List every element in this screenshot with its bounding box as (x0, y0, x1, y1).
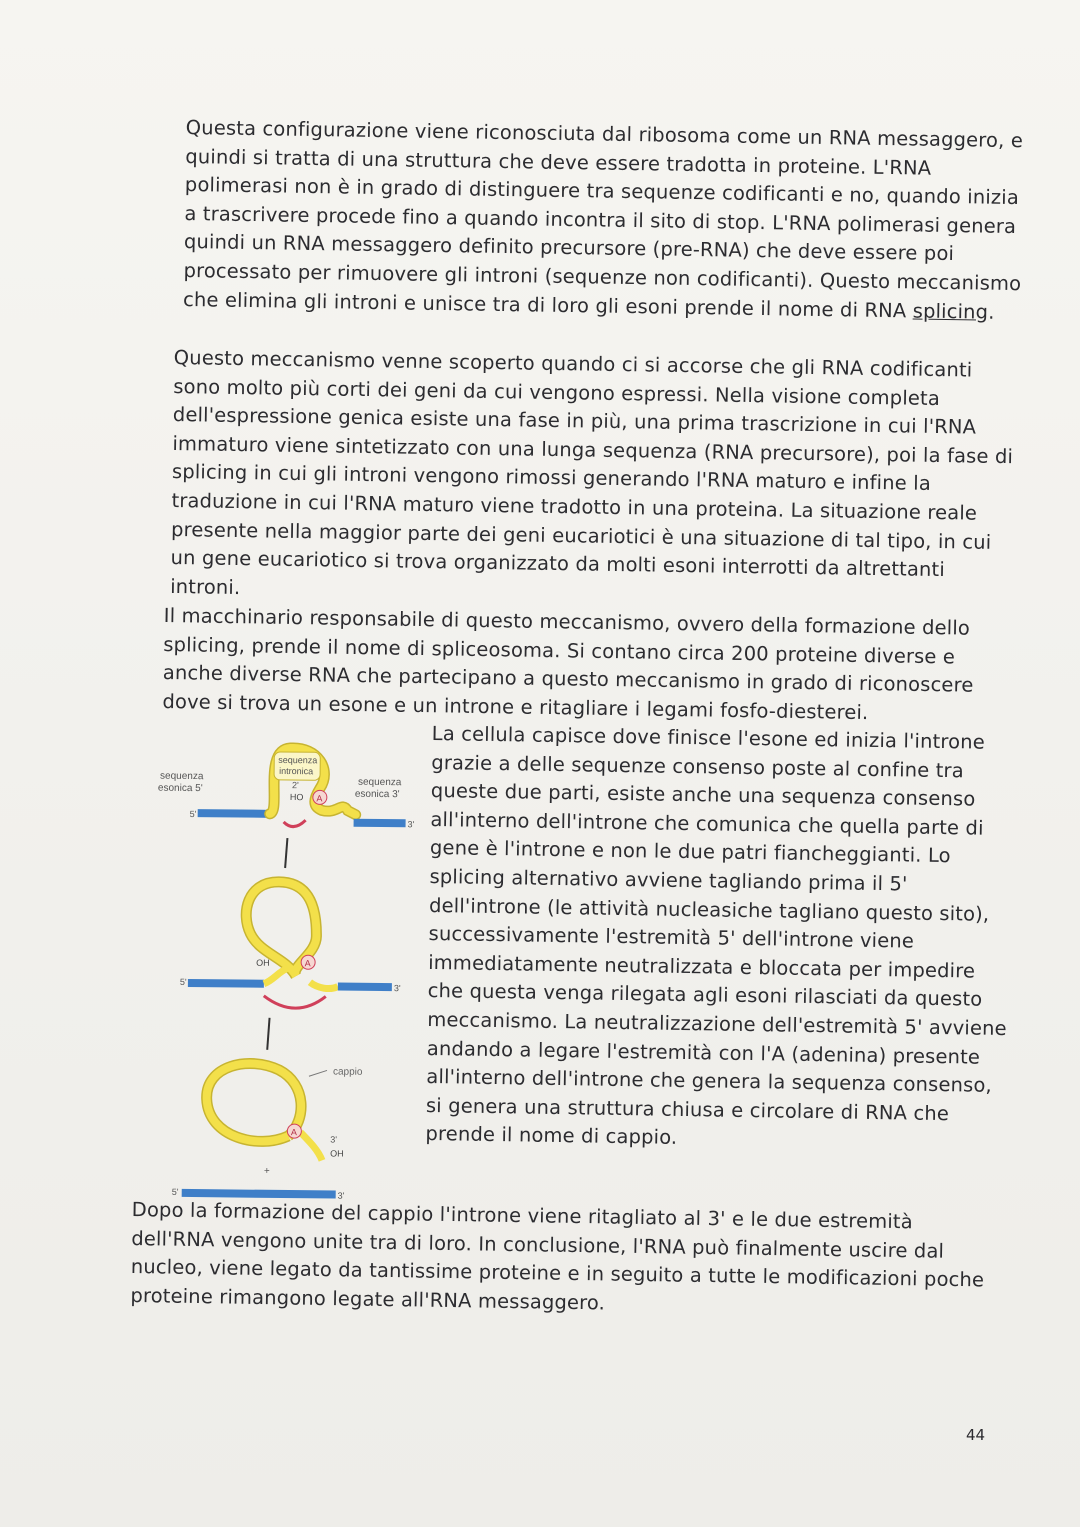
label-oh-stage3: OH (330, 1148, 344, 1159)
label-5prime-stage3: 5' (171, 1186, 179, 1197)
stage-2-lariat-forming (180, 881, 402, 1009)
label-exon3-line1: sequenza (357, 776, 402, 789)
arrow-stage2-3 (267, 1018, 269, 1050)
paragraph-conclusion: Dopo la formazione del cappio l'introne viene ritagliato al 3' e le due estremità dell'RNA vengono unite tra di loro. In conclusione, l'RNA può finalmente uscire dal nucleo, viene legato da tantissime proteine e in seguito a tutte le modificazioni poche proteine rimangono legate all'RNA messaggero. (130, 1197, 985, 1315)
exon-3-bar-stage2 (338, 983, 392, 992)
label-intron-line2: intronica (279, 765, 314, 777)
stage-1-pre-rna (158, 747, 416, 830)
mature-rna-bar (182, 1189, 336, 1199)
intron-tail-3-stage2 (310, 982, 338, 988)
arrow-stage1-2 (285, 838, 287, 868)
label-plus: + (263, 1165, 270, 1177)
page-number: 44 (966, 1426, 986, 1444)
adenine-a-stage2: A (304, 958, 311, 969)
paragraph-rna-precursor (183, 114, 1031, 327)
label-exon5-line2: esonica 5' (157, 782, 203, 795)
lariat-tail-stage3 (300, 1132, 322, 1160)
intron-tail-stage2 (264, 968, 288, 984)
stage-3-lariat-released (172, 1063, 363, 1201)
paragraph-rna-precursor-end: . (988, 300, 995, 324)
label-exon3-line2: esonica 3' (354, 788, 400, 801)
paragraph-splicing-discovery: Questo meccanismo venne scoperto quando ci si accorse che gli RNA codificanti sono molto più corti dei geni da cui vengono espressi. Nella visione completa dell'espressione genica esiste una fase in più, una prima trascrizione in cui l'RNA immaturo viene sintetizzato con una lunga sequenza (RNA precursore), poi la fase di splicing in cui gli introni vengono rimossi generando l'RNA maturo e infine la traduzione in cui l'RNA maturo viene tradotto in una proteina. La situazione reale presente nella maggior parte dei geni eucariotici è una situazione di tal tipo, in cui un gene eucariotico si trova organizzato da molti esoni interrotti da altrettanti introni. (170, 345, 1014, 599)
exon-3-bar (354, 819, 406, 828)
exon-5-bar-stage2 (188, 979, 264, 988)
paragraph-consensus-sequences: La cellula capisce dove finisce l'esone ed inizia l'introne grazie a delle sequenze consenso poste al confine tra queste due parti, esiste anche una sequenza consenso all'interno dell'introne che comunica che quella parte di gene è l'introne e non le due patri fiancheggianti. Lo splicing alternativo avviene tagliando prima il 5' dell'introne (le attività nucleasiche tagliano questo sito), successivamente l'estremità 5' dell'introne viene immediatamente neutralizzata e bloccata per impedire che questa venga rilegata agli esoni rilasciati da questo meccanismo. La neutralizzazione dell'estremità 5' avviene andando a legare l'estremità con l'A (adenina) presente all'interno dell'introne che genera la sequenza consenso, si genera una struttura chiusa e circolare di RNA che prende il nome di cappio. (425, 721, 1007, 1150)
label-oh-stage2: OH (256, 957, 270, 968)
paragraph-spliceosome: Il macchinario responsabile di questo meccanismo, ovvero della formazione dello splicing, prende il nome di spliceosoma. Si contano circa 200 proteine diverse e anche diverse RNA che partecipano a questo meccanismo in grado di riconoscere dove si trova un esone e un introne e ritagliare i legami fosfo-diesterei. (162, 603, 974, 724)
label-cappio: cappio (332, 1066, 363, 1078)
label-3prime-stage1: 3' (407, 819, 415, 830)
label-exon5-line1: sequenza (160, 770, 204, 783)
exon-5-bar (198, 809, 270, 818)
paragraph-rna-precursor-text: Questa configurazione viene riconosciuta dal ribosoma come un RNA messaggero, e quindi si tratta di una struttura che deve essere tradotta in proteine. L'RNA polimerasi non è in grado di distinguere tra sequenze codificanti e no, quando inizia a trascrivere procede fino a quando incontra il sito di stop. L'RNA polimerasi genera quindi un RNA messaggero definito precursore (pre-RNA) che deve essere poi processato per rimuovere gli introni (sequenze non codificanti). Questo meccanismo che elimina gli introni e unisce tra di loro gli esoni prende il nome di RNA (182, 115, 1024, 323)
label-3prime-stage3: 3' (330, 1134, 338, 1145)
label-intron-line1: sequenza (278, 754, 318, 766)
cappio-pointer (309, 1070, 327, 1076)
adenine-a-stage1: A (316, 793, 323, 804)
label-5prime-stage1: 5' (189, 808, 197, 820)
splicing-diagram (138, 738, 433, 1211)
label-3prime-stage2: 3' (393, 983, 401, 994)
label-3prime-mature: 3' (337, 1190, 345, 1201)
label-ho: HO (289, 792, 304, 803)
term-splicing: splicing (912, 299, 989, 324)
label-2prime: 2' (291, 780, 299, 791)
adenine-a-stage3: A (290, 1127, 297, 1138)
label-5prime-stage2: 5' (179, 976, 187, 987)
cut-arc-stage1 (284, 820, 306, 827)
cut-arc-stage2 (264, 996, 326, 1009)
